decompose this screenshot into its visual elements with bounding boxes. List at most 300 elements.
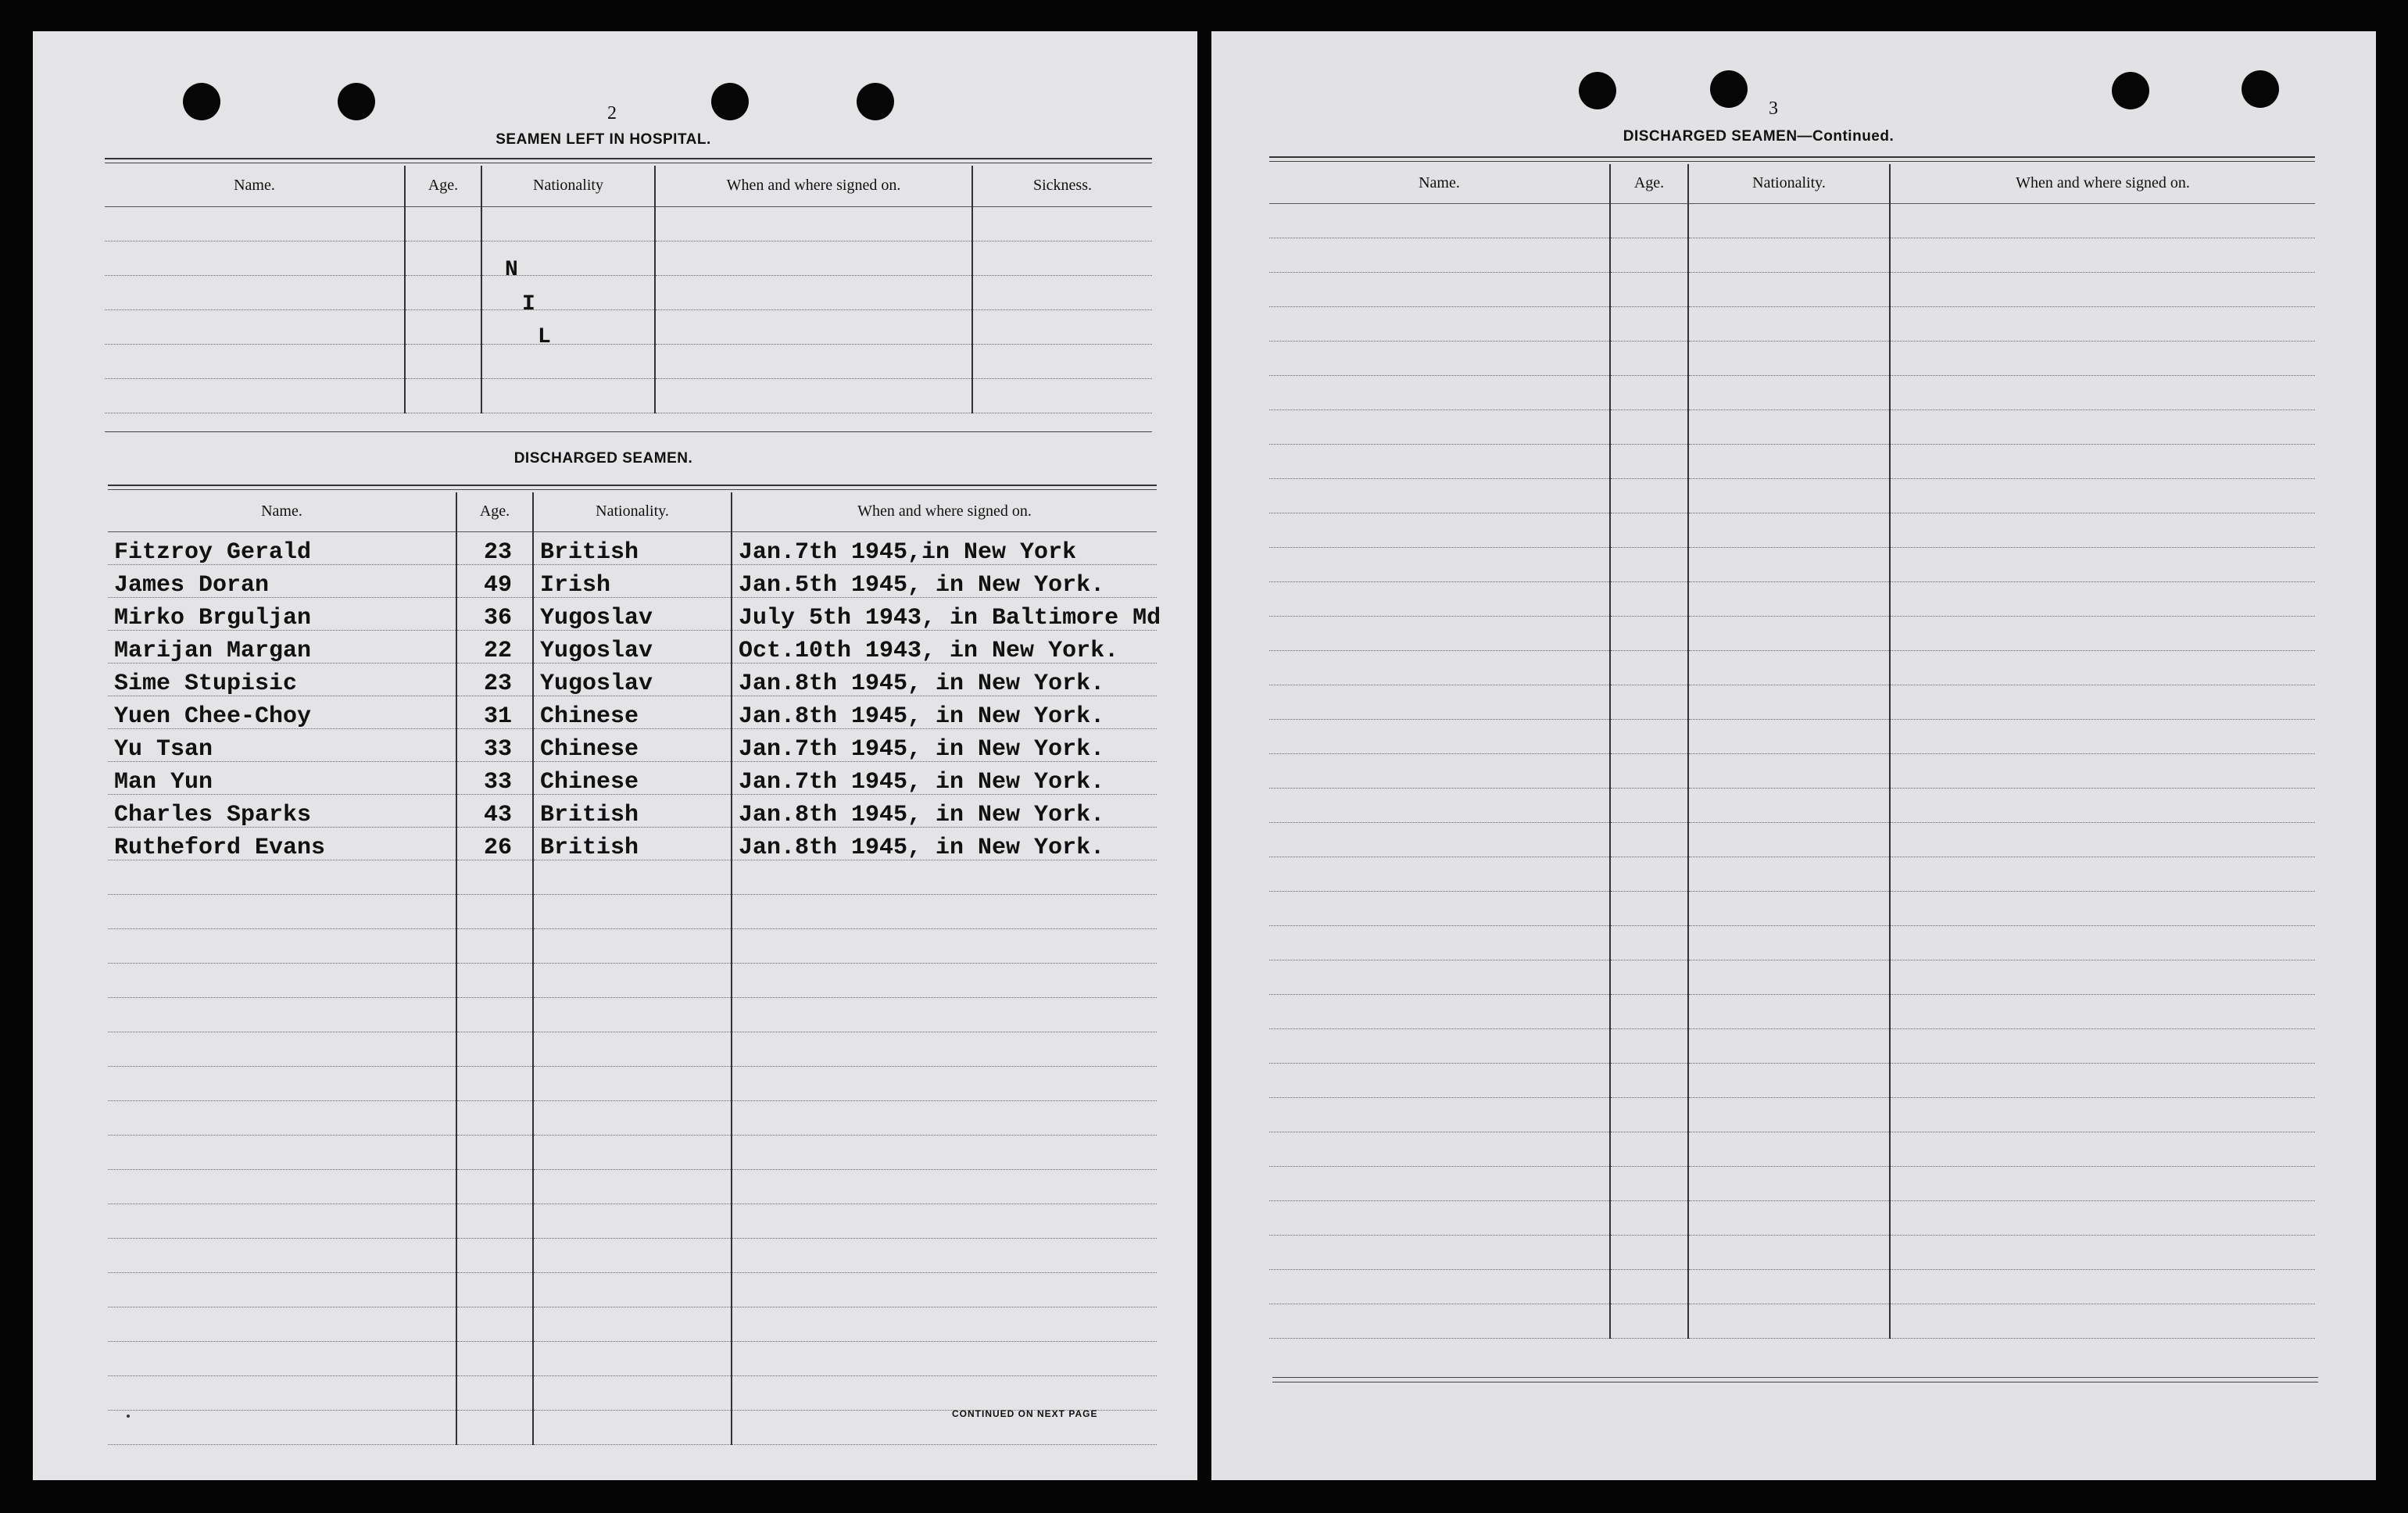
table-row <box>1269 616 2315 650</box>
col-header-age: Age. <box>1610 164 1688 203</box>
table-row <box>1269 891 2315 925</box>
seaman-name: Charles Sparks <box>108 794 456 827</box>
table-row <box>108 1032 1157 1066</box>
seaman-name: Marijan Margan <box>108 630 456 663</box>
empty-cell <box>1610 1028 1688 1063</box>
seaman-age: 33 <box>456 728 533 761</box>
empty-cell <box>533 1238 732 1272</box>
empty-cell <box>533 1066 732 1100</box>
table-row <box>1269 1166 2315 1200</box>
nil-mark-l: L <box>538 325 551 349</box>
table-row <box>105 378 1152 413</box>
seaman-name: James Doran <box>108 564 456 597</box>
table-row <box>1269 822 2315 857</box>
empty-cell <box>1688 272 1890 306</box>
table-row <box>1269 1200 2315 1235</box>
empty-cell <box>1610 1269 1688 1304</box>
page-number: 2 <box>607 103 617 123</box>
empty-cell <box>1890 616 2315 650</box>
punch-hole <box>2242 70 2279 108</box>
empty-cell <box>1890 994 2315 1028</box>
empty-cell <box>108 1135 456 1169</box>
rule <box>1269 161 2315 162</box>
continued-table <box>1269 164 2315 1339</box>
empty-cell <box>1610 306 1688 341</box>
seaman-nationality: British <box>533 794 732 827</box>
empty-cell <box>1688 1200 1890 1235</box>
empty-cell <box>1610 1166 1688 1200</box>
empty-cell <box>1269 1166 1610 1200</box>
empty-cell <box>732 860 1157 894</box>
seaman-name: Yuen Chee-Choy <box>108 696 456 728</box>
table-row <box>1269 444 2315 478</box>
seaman-signed-on: Jan.8th 1945, in New York. <box>732 794 1157 827</box>
seaman-age: 43 <box>456 794 533 827</box>
empty-cell <box>1688 547 1890 581</box>
right-page <box>1211 31 2376 1480</box>
empty-cell <box>533 1135 732 1169</box>
col-header-name: Name. <box>108 492 456 531</box>
empty-cell <box>1688 822 1890 857</box>
empty-cell <box>1610 238 1688 272</box>
continued-note: CONTINUED ON NEXT PAGE <box>952 1408 1098 1419</box>
empty-cell <box>1890 375 2315 410</box>
seaman-nationality: British <box>533 531 732 564</box>
table-row <box>1269 1132 2315 1166</box>
empty-cell <box>533 963 732 997</box>
empty-cell <box>1610 1200 1688 1235</box>
seaman-name: Fitzroy Gerald <box>108 531 456 564</box>
seaman-age: 49 <box>456 564 533 597</box>
seaman-name: Mirko Brguljan <box>108 597 456 630</box>
seaman-nationality: Chinese <box>533 696 732 728</box>
empty-cell <box>1890 547 2315 581</box>
empty-cell <box>108 1272 456 1307</box>
table-row <box>105 344 1152 378</box>
empty-cell <box>1610 513 1688 547</box>
empty-cell <box>1610 857 1688 891</box>
seaman-age: 36 <box>456 597 533 630</box>
ink-speck <box>127 1415 130 1418</box>
empty-cell <box>732 1100 1157 1135</box>
empty-cell <box>1610 272 1688 306</box>
seaman-signed-on: Jan.8th 1945, in New York. <box>732 827 1157 860</box>
col-header-nationality: Nationality. <box>533 492 732 531</box>
table-row <box>108 630 1157 663</box>
table-row <box>108 1375 1157 1410</box>
table-row <box>1269 925 2315 960</box>
empty-cell <box>108 1341 456 1375</box>
punch-hole <box>711 83 749 120</box>
empty-cell <box>1269 1028 1610 1063</box>
empty-cell <box>732 928 1157 963</box>
empty-cell <box>1890 341 2315 375</box>
empty-cell <box>1890 1235 2315 1269</box>
empty-cell <box>1890 960 2315 994</box>
empty-cell <box>108 1032 456 1066</box>
empty-cell <box>1688 581 1890 616</box>
empty-cell <box>1610 616 1688 650</box>
empty-cell <box>1890 513 2315 547</box>
empty-cell <box>1269 925 1610 960</box>
empty-cell <box>1269 581 1610 616</box>
empty-cell <box>732 1169 1157 1204</box>
empty-cell <box>1688 1132 1890 1166</box>
seaman-nationality: British <box>533 827 732 860</box>
empty-cell <box>1269 994 1610 1028</box>
empty-cell <box>533 1375 732 1410</box>
table-row <box>108 1169 1157 1204</box>
table-row <box>108 564 1157 597</box>
empty-cell <box>456 1238 533 1272</box>
empty-cell <box>1688 513 1890 547</box>
empty-cell <box>1269 341 1610 375</box>
empty-cell <box>1269 547 1610 581</box>
seaman-name: Man Yun <box>108 761 456 794</box>
empty-cell <box>1269 410 1610 444</box>
nil-mark-i: I <box>522 292 535 317</box>
empty-cell <box>1890 272 2315 306</box>
empty-cell <box>1890 1063 2315 1097</box>
empty-cell <box>1890 203 2315 238</box>
table-row <box>1269 753 2315 788</box>
empty-cell <box>1269 788 1610 822</box>
table-row <box>108 894 1157 928</box>
empty-cell <box>1688 857 1890 891</box>
page-number: 3 <box>1769 98 1778 119</box>
table-row <box>108 860 1157 894</box>
empty-cell <box>732 1032 1157 1066</box>
rule <box>1269 156 2315 158</box>
table-row <box>108 827 1157 860</box>
table-row <box>108 1066 1157 1100</box>
rule <box>1272 1377 2318 1378</box>
table-row <box>1269 960 2315 994</box>
empty-cell <box>108 997 456 1032</box>
empty-cell <box>456 1341 533 1375</box>
seaman-age: 23 <box>456 663 533 696</box>
seaman-name: Yu Tsan <box>108 728 456 761</box>
table-row <box>1269 410 2315 444</box>
table-row <box>1269 857 2315 891</box>
empty-cell <box>1610 1235 1688 1269</box>
seaman-age: 23 <box>456 531 533 564</box>
empty-cell <box>533 1307 732 1341</box>
empty-cell <box>1269 238 1610 272</box>
table-row <box>105 206 1152 241</box>
empty-cell <box>1688 719 1890 753</box>
empty-cell <box>1269 891 1610 925</box>
empty-cell <box>1610 1097 1688 1132</box>
empty-cell <box>732 963 1157 997</box>
empty-cell <box>1269 513 1610 547</box>
table-row <box>1269 1269 2315 1304</box>
empty-cell <box>1610 753 1688 788</box>
empty-cell <box>456 1272 533 1307</box>
empty-cell <box>732 1066 1157 1100</box>
col-header-signed: When and where signed on. <box>732 492 1157 531</box>
seaman-nationality: Chinese <box>533 728 732 761</box>
table-row <box>108 1341 1157 1375</box>
empty-cell <box>1610 788 1688 822</box>
empty-cell <box>108 1375 456 1410</box>
empty-cell <box>1688 960 1890 994</box>
empty-cell <box>1688 1304 1890 1338</box>
empty-cell <box>1688 685 1890 719</box>
empty-cell <box>108 1066 456 1100</box>
empty-cell <box>108 1307 456 1341</box>
seaman-name: Sime Stupisic <box>108 663 456 696</box>
empty-cell <box>1688 306 1890 341</box>
empty-cell <box>456 1032 533 1066</box>
table-row <box>108 761 1157 794</box>
empty-cell <box>1890 306 2315 341</box>
table-row <box>108 928 1157 963</box>
table-row <box>1269 478 2315 513</box>
empty-cell <box>1688 238 1890 272</box>
empty-cell <box>1610 581 1688 616</box>
empty-cell <box>108 894 456 928</box>
empty-cell <box>1890 1304 2315 1338</box>
empty-cell <box>1890 1200 2315 1235</box>
table-row <box>108 1272 1157 1307</box>
table-row <box>1269 581 2315 616</box>
seaman-age: 22 <box>456 630 533 663</box>
empty-cell <box>1688 1063 1890 1097</box>
empty-cell <box>1610 650 1688 685</box>
empty-cell <box>456 963 533 997</box>
table-row <box>1269 685 2315 719</box>
empty-cell <box>108 1169 456 1204</box>
empty-cell <box>456 1135 533 1169</box>
col-header-age: Age. <box>405 166 481 206</box>
empty-cell <box>1688 444 1890 478</box>
empty-cell <box>1688 341 1890 375</box>
empty-cell <box>1890 410 2315 444</box>
table-row <box>108 1204 1157 1238</box>
empty-cell <box>456 1066 533 1100</box>
empty-cell <box>732 1307 1157 1341</box>
punch-hole <box>338 83 375 120</box>
table-row <box>108 1307 1157 1341</box>
empty-cell <box>1890 891 2315 925</box>
table-row <box>108 728 1157 761</box>
empty-cell <box>456 928 533 963</box>
table-row <box>108 531 1157 564</box>
table-row <box>108 597 1157 630</box>
punch-hole <box>2112 72 2149 109</box>
empty-cell <box>732 1375 1157 1410</box>
table-row <box>1269 1235 2315 1269</box>
col-header-signed: When and where signed on. <box>655 166 972 206</box>
empty-cell <box>1610 719 1688 753</box>
empty-cell <box>456 1169 533 1204</box>
table-row <box>1269 1028 2315 1063</box>
empty-cell <box>533 928 732 963</box>
rule <box>105 431 1152 432</box>
empty-cell <box>1269 719 1610 753</box>
empty-cell <box>108 928 456 963</box>
empty-cell <box>1890 1166 2315 1200</box>
table-row <box>1269 238 2315 272</box>
empty-cell <box>533 1272 732 1307</box>
seaman-age: 31 <box>456 696 533 728</box>
empty-cell <box>1610 960 1688 994</box>
empty-cell <box>533 1204 732 1238</box>
table-row <box>108 997 1157 1032</box>
empty-cell <box>108 963 456 997</box>
continued-section-title: DISCHARGED SEAMEN—Continued. <box>1623 128 1895 145</box>
empty-cell <box>1688 650 1890 685</box>
table-row <box>1269 788 2315 822</box>
empty-cell <box>1890 1028 2315 1063</box>
empty-cell <box>456 997 533 1032</box>
empty-cell <box>1610 547 1688 581</box>
table-row <box>1269 375 2315 410</box>
empty-cell <box>732 894 1157 928</box>
empty-cell <box>1688 478 1890 513</box>
empty-cell <box>1688 753 1890 788</box>
empty-cell <box>1688 1269 1890 1304</box>
empty-cell <box>1890 1097 2315 1132</box>
empty-cell <box>732 1135 1157 1169</box>
table-row <box>108 794 1157 827</box>
empty-cell <box>1890 444 2315 478</box>
col-header-age: Age. <box>456 492 533 531</box>
empty-cell <box>1269 1304 1610 1338</box>
empty-cell <box>732 1238 1157 1272</box>
seaman-signed-on: Jan.5th 1945, in New York. <box>732 564 1157 597</box>
rule <box>105 158 1152 159</box>
table-row <box>1269 719 2315 753</box>
rule <box>108 485 1157 486</box>
empty-cell <box>1269 753 1610 788</box>
empty-cell <box>108 1204 456 1238</box>
empty-cell <box>533 1100 732 1135</box>
empty-cell <box>732 997 1157 1032</box>
empty-cell <box>1269 1200 1610 1235</box>
empty-cell <box>1610 478 1688 513</box>
punch-hole <box>1710 70 1748 108</box>
empty-cell <box>1610 891 1688 925</box>
empty-cell <box>1269 685 1610 719</box>
empty-cell <box>1688 994 1890 1028</box>
table-row <box>105 275 1152 309</box>
table-row <box>1269 1097 2315 1132</box>
empty-cell <box>1269 857 1610 891</box>
seaman-signed-on: Oct.10th 1943, in New York. <box>732 630 1157 663</box>
punch-hole <box>183 83 220 120</box>
table-row <box>1269 306 2315 341</box>
empty-cell <box>533 1341 732 1375</box>
empty-cell <box>1269 478 1610 513</box>
empty-cell <box>456 1307 533 1341</box>
empty-cell <box>456 860 533 894</box>
empty-cell <box>456 1204 533 1238</box>
empty-cell <box>1890 650 2315 685</box>
seaman-signed-on: Jan.7th 1945, in New York. <box>732 761 1157 794</box>
empty-cell <box>1688 925 1890 960</box>
empty-cell <box>1890 719 2315 753</box>
empty-cell <box>456 1410 533 1444</box>
empty-cell <box>1890 238 2315 272</box>
col-header-nationality: Nationality <box>481 166 655 206</box>
empty-cell <box>108 860 456 894</box>
empty-cell <box>533 1169 732 1204</box>
empty-cell <box>732 1272 1157 1307</box>
empty-cell <box>1890 581 2315 616</box>
empty-cell <box>1269 822 1610 857</box>
table-row <box>108 963 1157 997</box>
table-row <box>1269 650 2315 685</box>
table-row <box>105 241 1152 275</box>
empty-cell <box>1890 1269 2315 1304</box>
table-row <box>105 309 1152 344</box>
table-row <box>108 1238 1157 1272</box>
empty-cell <box>456 1375 533 1410</box>
col-header-nationality: Nationality. <box>1688 164 1890 203</box>
empty-cell <box>533 997 732 1032</box>
empty-cell <box>533 1410 732 1444</box>
empty-cell <box>1269 1132 1610 1166</box>
empty-cell <box>533 894 732 928</box>
empty-cell <box>1269 1235 1610 1269</box>
table-row <box>108 663 1157 696</box>
empty-cell <box>108 1100 456 1135</box>
table-row <box>1269 1304 2315 1338</box>
empty-cell <box>1688 891 1890 925</box>
seaman-signed-on: Jan.8th 1945, in New York. <box>732 696 1157 728</box>
empty-cell <box>1890 685 2315 719</box>
empty-cell <box>456 894 533 928</box>
empty-cell <box>1688 1166 1890 1200</box>
empty-cell <box>1610 444 1688 478</box>
empty-cell <box>1269 650 1610 685</box>
seaman-nationality: Irish <box>533 564 732 597</box>
empty-cell <box>1890 788 2315 822</box>
empty-cell <box>1610 925 1688 960</box>
empty-cell <box>1688 788 1890 822</box>
hospital-section-title: SEAMEN LEFT IN HOSPITAL. <box>496 131 711 148</box>
seaman-nationality: Yugoslav <box>533 663 732 696</box>
empty-cell <box>1610 410 1688 444</box>
col-header-signed: When and where signed on. <box>1890 164 2315 203</box>
seaman-signed-on: July 5th 1943, in Baltimore Md <box>732 597 1157 630</box>
empty-cell <box>1890 478 2315 513</box>
empty-cell <box>1269 203 1610 238</box>
col-header-name: Name. <box>105 166 405 206</box>
discharged-table <box>108 492 1161 1445</box>
empty-cell <box>1688 410 1890 444</box>
empty-cell <box>1688 203 1890 238</box>
empty-cell <box>732 1341 1157 1375</box>
empty-cell <box>1610 203 1688 238</box>
empty-cell <box>1688 375 1890 410</box>
table-row <box>1269 341 2315 375</box>
empty-cell <box>108 1238 456 1272</box>
empty-cell <box>1890 753 2315 788</box>
empty-cell <box>1269 272 1610 306</box>
nil-mark-n: N <box>505 258 518 282</box>
empty-cell <box>1610 1063 1688 1097</box>
empty-cell <box>1610 994 1688 1028</box>
left-page <box>33 31 1197 1480</box>
empty-cell <box>1269 1097 1610 1132</box>
seaman-signed-on: Jan.7th 1945, in New York. <box>732 728 1157 761</box>
table-row <box>1269 203 2315 238</box>
seaman-signed-on: Jan.7th 1945,in New York <box>732 531 1157 564</box>
table-row <box>108 696 1157 728</box>
